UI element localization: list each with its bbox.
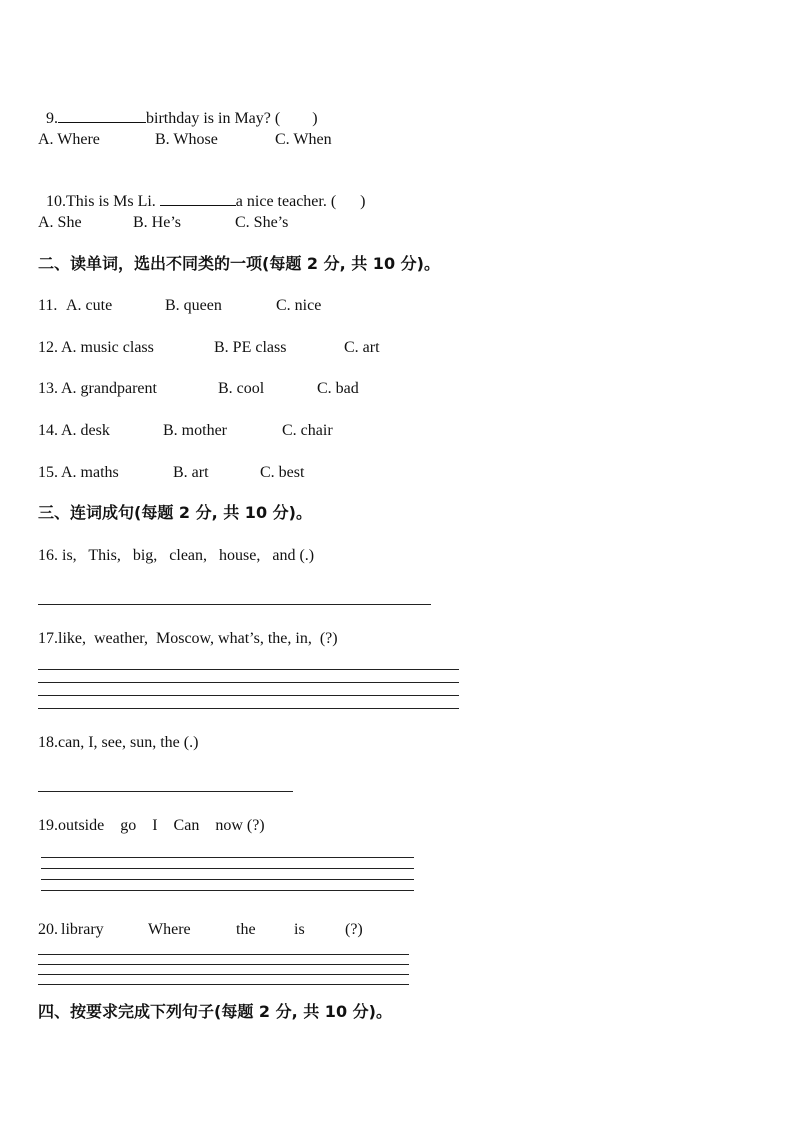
question-20-word: is <box>294 921 305 938</box>
question-11-number: 11. <box>38 297 62 314</box>
question-10-text-after: a nice teacher. ( ) <box>235 193 366 210</box>
question-20-word: the <box>236 921 256 938</box>
answer-line[interactable] <box>38 954 409 955</box>
question-11-option-c[interactable]: C. nice <box>276 297 322 314</box>
question-14-option-c[interactable]: C. chair <box>282 422 333 439</box>
question-14-option-b[interactable]: B. mother <box>163 422 227 439</box>
question-16: 16. is, This, big, clean, house, and (.) <box>38 547 315 564</box>
question-10 <box>38 171 366 212</box>
question-13-option-c[interactable]: C. bad <box>317 380 359 397</box>
question-19: 19.outside go I Can now (?) <box>38 817 265 834</box>
question-9-option-b[interactable]: B. Whose <box>155 131 218 148</box>
section-4-heading: 四、按要求完成下列句子(每题 2 分, 共 10 分)。 <box>38 1002 392 1021</box>
question-14-option-a[interactable]: A. desk <box>61 422 110 439</box>
answer-line[interactable] <box>38 669 459 670</box>
question-20-word: Where <box>148 921 191 938</box>
question-9 <box>38 88 318 129</box>
question-15-option-a[interactable]: A. maths <box>61 464 119 481</box>
question-10-text-before: This is Ms Li. <box>66 193 160 210</box>
answer-line[interactable] <box>38 964 409 965</box>
question-10-option-c[interactable]: C. She’s <box>235 214 289 231</box>
section-3-heading: 三、连词成句(每题 2 分, 共 10 分)。 <box>38 503 312 522</box>
question-10-option-a[interactable]: A. She <box>38 214 82 231</box>
question-20-word: (?) <box>345 921 363 938</box>
answer-line[interactable] <box>38 984 409 985</box>
question-10-option-b[interactable]: B. He’s <box>133 214 181 231</box>
question-13-number: 13. <box>38 380 58 397</box>
question-15-option-b[interactable]: B. art <box>173 464 209 481</box>
answer-line[interactable] <box>41 890 414 891</box>
question-10-number: 10. <box>46 193 66 210</box>
section-2-heading: 二、读单词，选出不同类的一项(每题 2 分, 共 10 分)。 <box>38 254 440 273</box>
question-18: 18.can, I, see, sun, the (.) <box>38 734 199 751</box>
answer-line[interactable] <box>41 879 414 880</box>
answer-line[interactable] <box>38 695 459 696</box>
question-11-option-b[interactable]: B. queen <box>165 297 222 314</box>
question-20-word: library <box>61 921 104 938</box>
question-12-number: 12. <box>38 339 58 356</box>
question-20-number: 20. <box>38 921 58 938</box>
answer-line[interactable] <box>38 974 409 975</box>
question-13-option-b[interactable]: B. cool <box>218 380 265 397</box>
question-9-number: 9. <box>46 110 58 127</box>
question-9-text: birthday is in May? ( ) <box>146 110 318 127</box>
question-15-option-c[interactable]: C. best <box>260 464 305 481</box>
question-12-option-b[interactable]: B. PE class <box>214 339 287 356</box>
question-9-option-a[interactable]: A. Where <box>38 131 100 148</box>
question-13-option-a[interactable]: A. grandparent <box>61 380 157 397</box>
question-12-option-c[interactable]: C. art <box>344 339 380 356</box>
answer-line[interactable] <box>38 791 293 792</box>
question-12-option-a[interactable]: A. music class <box>61 339 154 356</box>
answer-line[interactable] <box>38 708 459 709</box>
question-17: 17.like, weather, Moscow, what’s, the, in, (?) <box>38 630 338 647</box>
question-10-blank[interactable] <box>160 191 236 206</box>
question-9-option-c[interactable]: C. When <box>275 131 332 148</box>
answer-line[interactable] <box>38 604 431 605</box>
answer-line[interactable] <box>41 857 414 858</box>
question-14-number: 14. <box>38 422 58 439</box>
answer-line[interactable] <box>38 682 459 683</box>
answer-line[interactable] <box>41 868 414 869</box>
question-11-option-a[interactable]: A. cute <box>66 297 113 314</box>
question-15-number: 15. <box>38 464 58 481</box>
question-9-blank[interactable] <box>58 108 146 123</box>
